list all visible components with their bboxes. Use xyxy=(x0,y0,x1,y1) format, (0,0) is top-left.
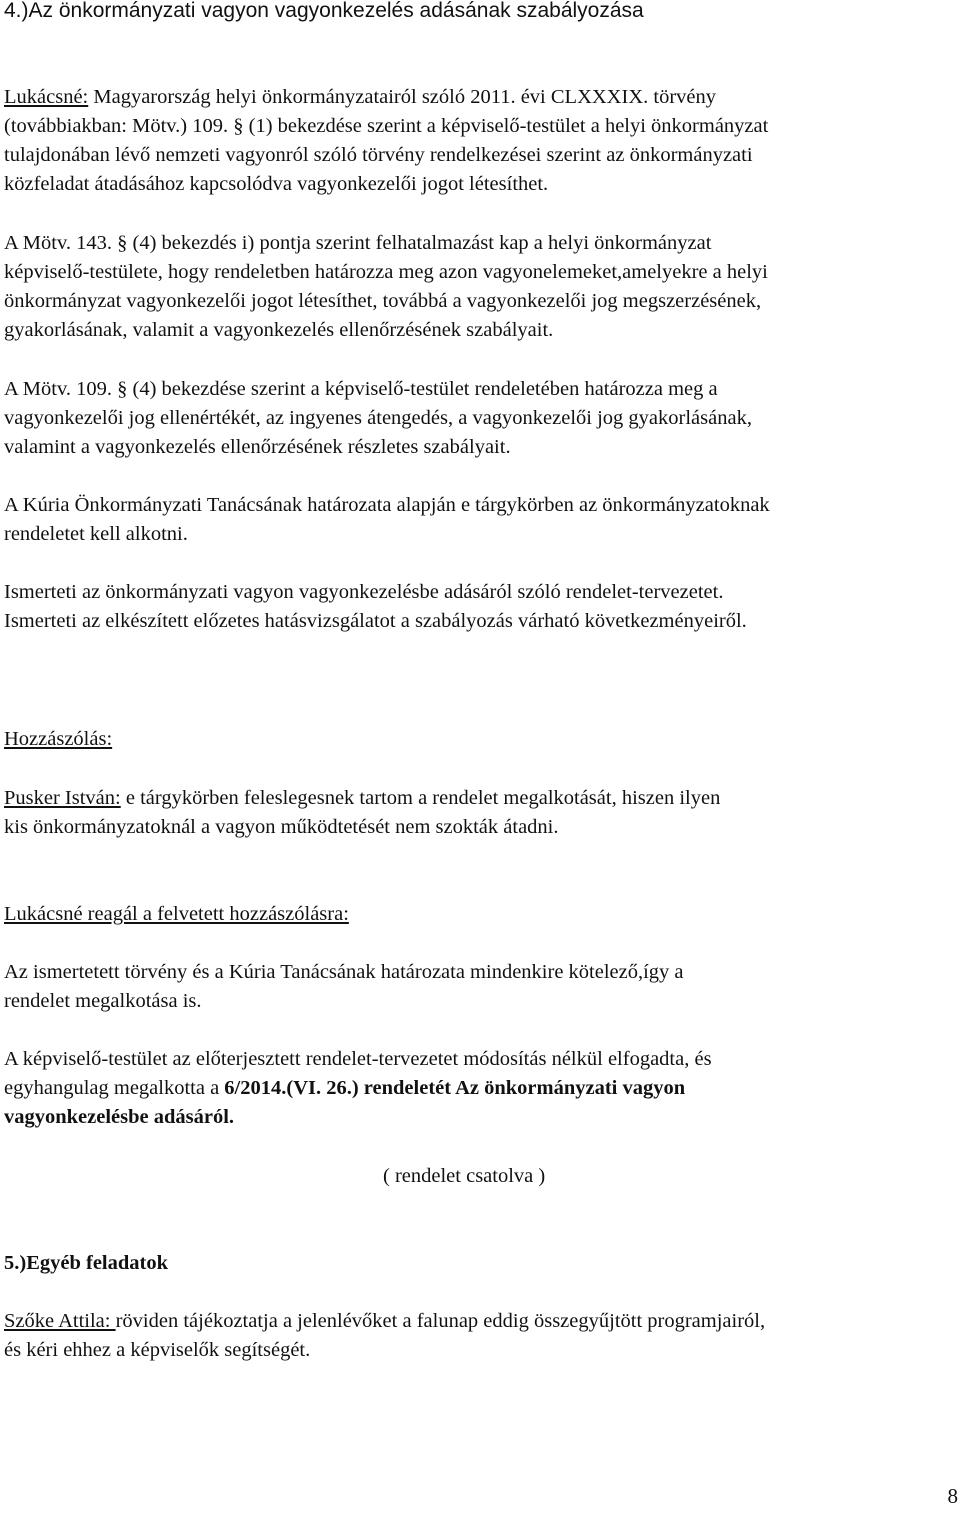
section-5-heading: 5.)Egyéb feladatok xyxy=(4,1252,168,1274)
paragraph-mötv-143: A Mötv. 143. § (4) bekezdés i) pontja szerint felhatalmazást kap a helyi önkormányzat képviselő-testülete, hogy rendeletben határozza meg azon vagyonelemeket,amelyekre a helyi önkormányzat vagyonkezelői jogot létesíthet, továbbá a vagyonkezelői jog megszerzésének, gyakorlásának, valamit a vagyonkezelés ellenőrzésének szabályait. xyxy=(4,232,768,341)
paragraph-szoke: Szőke Attila: röviden tájékoztatja a jelenlévőket a falunap eddig összegyűjtött programjairól, és kéri ehhez a képviselők segítségét. xyxy=(4,1310,766,1361)
attachment-note: ( rendelet csatolva ) xyxy=(383,1165,546,1187)
paragraph-legal-basis: Lukácsné: Magyarország helyi önkormányzatairól szóló 2011. évi CLXXXIX. törvény (továbbiakban: Mötv.) 109. § (1) bekezdése szerint a képviselő-testület a helyi önkormányzat tulajdonában lévő nemzeti vagyonról szóló törvény rendelkezései szerint az önkormányzati közfeladat átadásához kapcsolódva vagyonkezelői jogot létesíthet. xyxy=(4,86,769,195)
paragraph-reply: Az ismertetett törvény és a Kúria Tanácsának határozata mindenkire kötelező,így a rendelet megalkotása is. xyxy=(4,961,684,1012)
decree-reference: 6/2014.(VI. 26.) rendeletét Az önkormányzati vagyon xyxy=(224,1077,686,1099)
comments-heading: Hozzászólás: xyxy=(4,728,113,750)
reply-heading: Lukácsné reagál a felvetett hozzászólásra: xyxy=(4,903,349,925)
section-4-heading: 4.)Az önkormányzati vagyon vagyonkezelés adásának szabályozása xyxy=(4,0,644,22)
speaker-name: Lukácsné: xyxy=(4,86,89,108)
page-number: 8 xyxy=(947,1484,958,1508)
paragraph-presentation: Ismerteti az önkormányzati vagyon vagyonkezelésbe adásáról szóló rendelet-tervezetet. Ismerteti az elkészített előzetes hatásvizsgálatot a szabályozás várható következményeiről. xyxy=(4,581,747,632)
paragraph-resolution: A képviselő-testület az előterjesztett rendelet-tervezetet módosítás nélkül elfogadta, és egyhangulag megalkotta a 6/2014.(VI. 26.) rendeletét Az önkormányzati vagyon vagyonkezelésbe adásáról. xyxy=(4,1048,712,1128)
paragraph-kuria: A Kúria Önkormányzati Tanácsának határozata alapján e tárgykörben az önkormányzatoknak rendeletet kell alkotni. xyxy=(4,494,770,545)
speaker-name: Pusker István: xyxy=(4,787,121,809)
paragraph-mötv-109: A Mötv. 109. § (4) bekezdése szerint a képviselő-testület rendeletében határozza meg a vagyonkezelői jog ellenértékét, az ingyenes átengedés, a vagyonkezelői jog gyakorlásának, valamint a vagyonkezelés ellenőrzésének részletes szabályait. xyxy=(4,378,752,458)
speaker-name: Szőke Attila: xyxy=(4,1310,116,1332)
paragraph-comment-pusker: Pusker István: e tárgykörben feleslegesnek tartom a rendelet megalkotását, hiszen ilyen kis önkormányzatoknál a vagyon működtetését nem szokták átadni. xyxy=(4,787,721,838)
